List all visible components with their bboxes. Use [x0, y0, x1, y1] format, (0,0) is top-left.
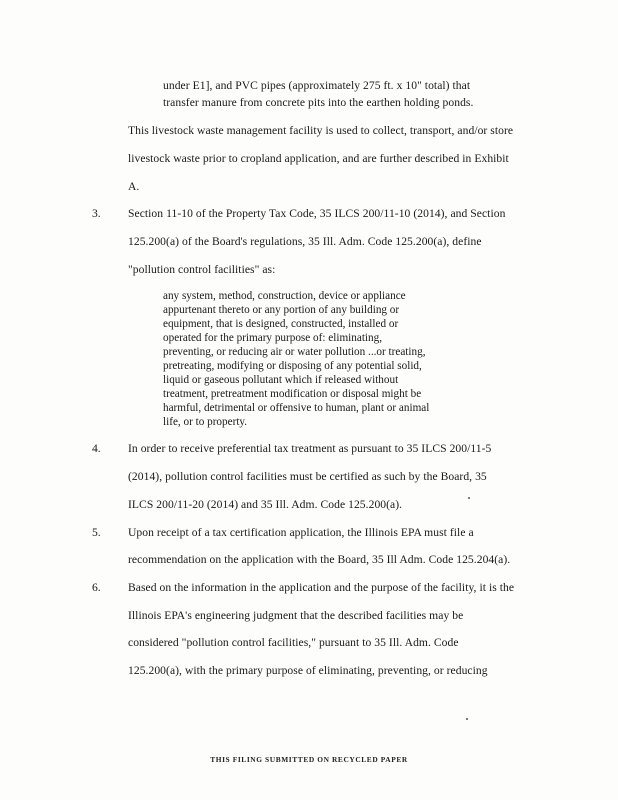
recycled-paper-footer: THIS FILING SUBMITTED ON RECYCLED PAPER — [210, 755, 408, 764]
item-line: recommendation on the application with the Board, 35 Ill Adm. Code 125.204(a). — [128, 553, 511, 566]
item-number: 6. — [92, 581, 101, 594]
item-line: Upon receipt of a tax certification application, the Illinois EPA must file a — [128, 526, 474, 539]
quote-line: preventing, or reducing air or water pollution ...or treating, — [163, 346, 426, 358]
item-line: considered "pollution control facilities," pursuant to 35 Ill. Adm. Code — [128, 636, 459, 649]
item-line: (2014), pollution control facilities must be certified as such by the Board, 35 — [128, 470, 487, 483]
quote-line: appurtenant thereto or any portion of any building or — [163, 304, 400, 316]
item-line: 125.200(a), with the primary purpose of eliminating, preventing, or reducing — [128, 664, 488, 677]
quote-line: any system, method, construction, device or appliance — [163, 290, 406, 302]
scan-speck — [468, 497, 470, 499]
continuation-line-2: transfer manure from concrete pits into the earthen holding ponds. — [163, 96, 474, 109]
quote-line: operated for the primary purpose of: eliminating, — [163, 332, 383, 344]
item-line: In order to receive preferential tax treatment as pursuant to 35 ILCS 200/11-5 — [128, 442, 492, 455]
item-line: ILCS 200/11-20 (2014) and 35 Ill. Adm. Code 125.200(a). — [128, 498, 403, 511]
intro-line-1: This livestock waste management facility is used to collect, transport, and/or store — [128, 124, 514, 137]
quote-line: harmful, detrimental or offensive to human, plant or animal — [163, 402, 430, 414]
quote-line: pretreating, modifying or disposing of any potential solid, — [163, 360, 422, 372]
quote-line: treatment, pretreatment modification or disposal might be — [163, 388, 422, 400]
item-line: 125.200(a) of the Board's regulations, 35 Ill. Adm. Code 125.200(a), define — [128, 235, 482, 248]
quote-line: liquid or gaseous pollutant which if released without — [163, 374, 399, 386]
quote-line: life, or to property. — [163, 416, 248, 428]
quote-line: equipment, that is designed, constructed, installed or — [163, 318, 399, 330]
item-line: Section 11-10 of the Property Tax Code, 35 ILCS 200/11-10 (2014), and Section — [128, 207, 506, 220]
item-number: 5. — [92, 526, 101, 539]
scan-speck — [466, 718, 468, 720]
item-number: 3. — [92, 207, 101, 220]
intro-line-3: A. — [128, 180, 140, 193]
item-line: Based on the information in the application and the purpose of the facility, it is the — [128, 581, 515, 594]
item-line: Illinois EPA's engineering judgment that the described facilities may be — [128, 609, 464, 622]
item-number: 4. — [92, 442, 101, 455]
item-line: "pollution control facilities" as: — [128, 263, 276, 276]
continuation-line-1: under E1], and PVC pipes (approximately 275 ft. x 10" total) that — [163, 79, 471, 92]
intro-line-2: livestock waste prior to cropland application, and are further described in Exhibit — [128, 152, 509, 165]
